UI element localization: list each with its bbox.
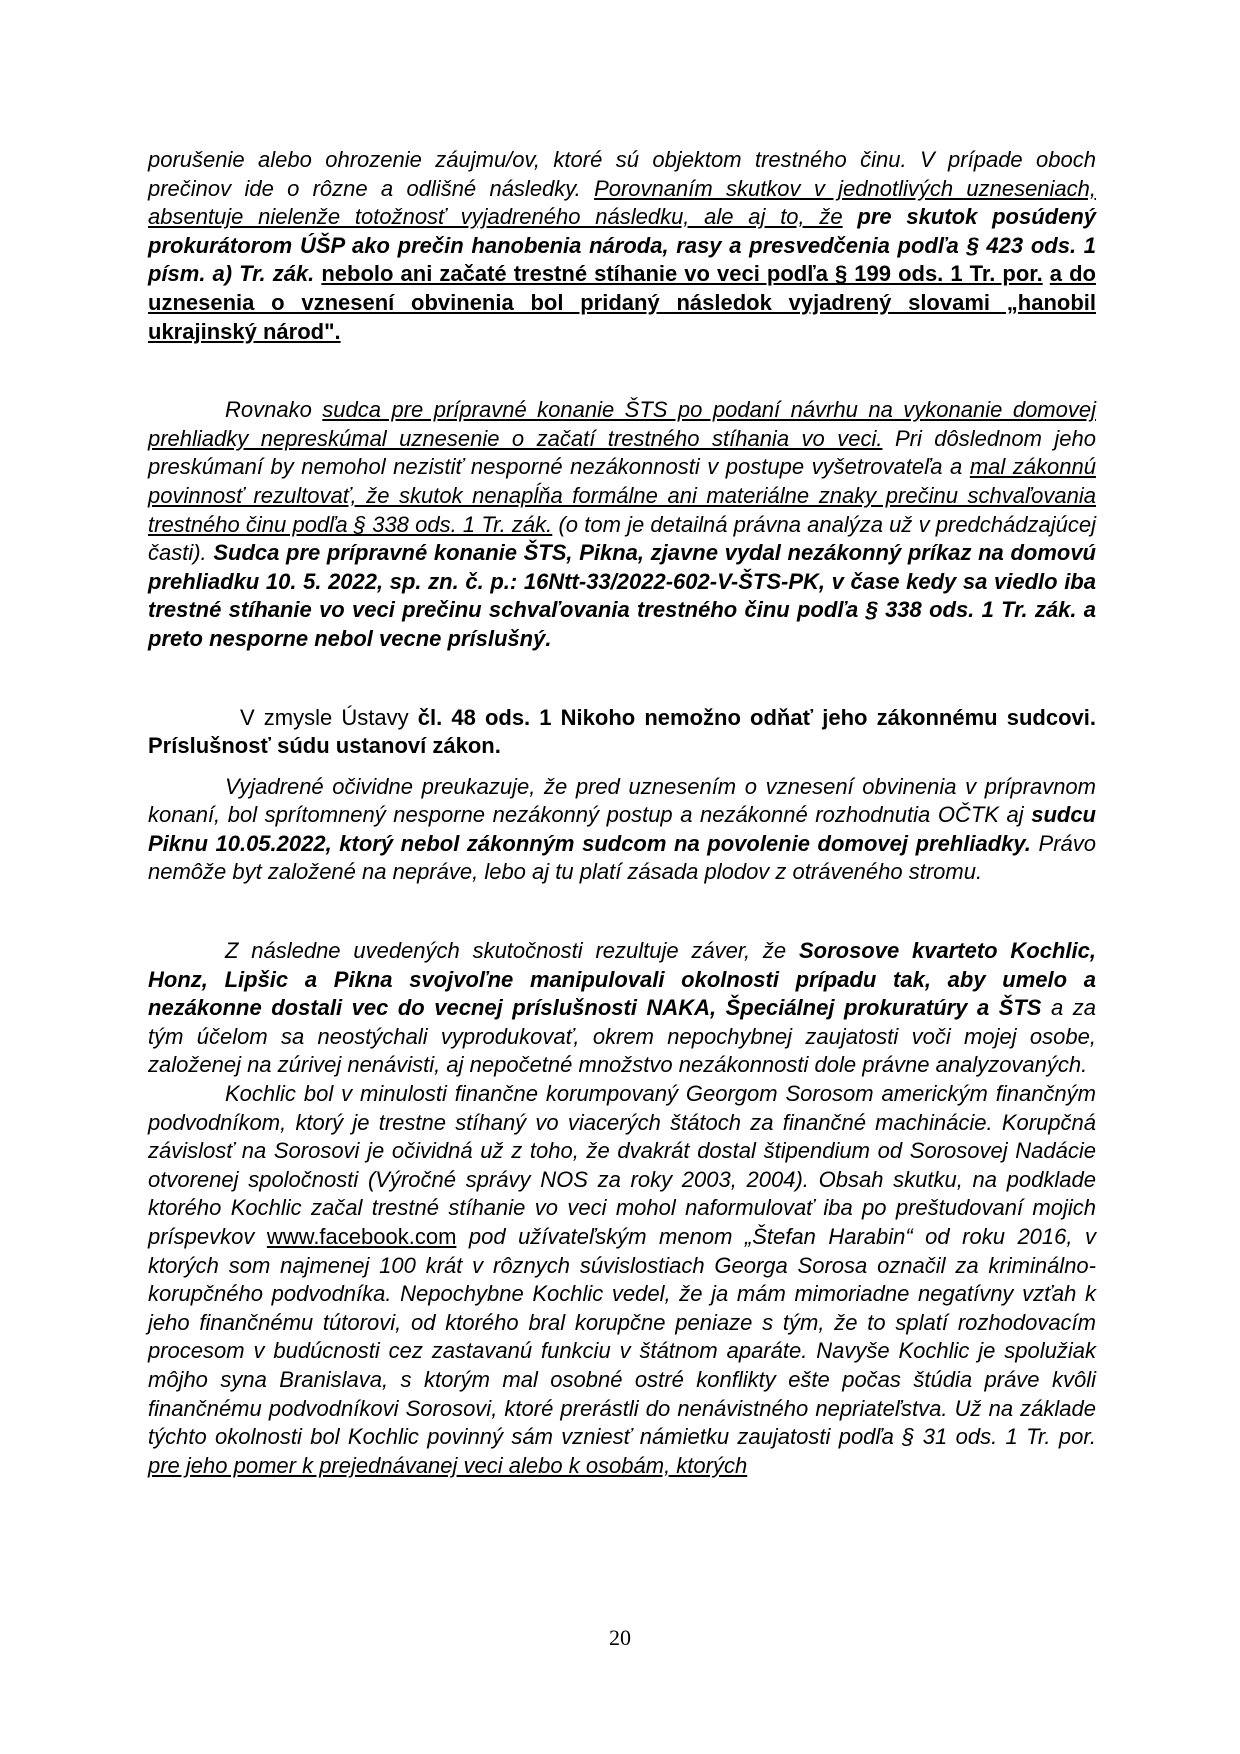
p1-underlined: Porovnaním skutkov v jednotlivých uzneseniach, absentuje nielenže totožnosť vyjadreného následku, ale aj to, že bbox=[148, 175, 1097, 230]
p5-bold: Sorosove kvarteto Kochlic, Honz, Lipšic a Pikna svojvoľne manipulovali okolnosti prípadu tak, aby umelo a nezákonne dostali vec do vecnej príslušnosti NAKA, Špeciálnej prokuratúry a ŠTS bbox=[148, 938, 1096, 1021]
p2-text-2: Pri dôslednom jeho preskúmaní by nemohol nezistiť nesporné nezákonnosti v postupe vyšetrovateľa a bbox=[148, 425, 1096, 480]
p2-underlined-1: sudca pre prípravné konanie ŠTS po podaní návrhu na vykonanie domovej prehliadky nepreskúmal uznesenie o začatí trestného stíhania vo veci. bbox=[148, 397, 1096, 451]
p1-text: porušenie alebo ohrozenie záujmu/ov, ktoré sú objektom trestného činu. V prípade oboch prečinov ide o rôzne a odlišné následky. bbox=[148, 147, 1096, 201]
p5-text-1: Z následne uvedených skutočnosti rezultuje záver, že bbox=[225, 938, 799, 964]
page-number: 20 bbox=[609, 1625, 631, 1650]
paragraph-3 bbox=[148, 704, 1096, 761]
p4-text-1: Vyjadrené očividne preukazuje, že pred uznesením o vznesení obvinenia v prípravnom konaní, bol sprítomnený nesporne nezákonný postup a nezákonné rozhodnutia OČTK aj bbox=[148, 773, 1096, 828]
p6-text-2: pod užívateľským menom „Štefan Harabin“ od roku 2016, v ktorých som najmenej 100 krát v rôznych súvislostiach Georga Sorosa označil za kriminálno-korupčného podvodníka. Nepochybne Kochlic vedel, že ja mám mimoriadne negatívny vzťah k jeho finančnému tútorovi, od ktorého bral korupčne peniaze s tým, že to splatí rozhodovacím procesom v budúcnosti cez zastavanú funkciu v štátnom aparáte. Navyše Kochlic je spolužiak môjho syna Branislava, s ktorým mal osobné ostré konflikty ešte počas štúdia práve kvôli finančnému podvodníkovi Sorosovi, ktoré prerástli do nenávistného nepriateľstva. Už na základe týchto okolnosti bol Kochlic povinný sám vzniesť námietku zaujatosti podľa § 31 ods. 1 Tr. por. bbox=[148, 1224, 1096, 1450]
p1-bold-underlined-1: nebolo ani začaté trestné stíhanie vo veci podľa § 199 ods. 1 Tr. por. bbox=[321, 261, 1043, 287]
p3-bold: čl. 48 ods. 1 Nikoho nemožno odňať jeho zákonnému sudcovi. Príslušnosť súdu ustanoví zákon. bbox=[148, 704, 1096, 759]
paragraph-2 bbox=[148, 396, 1096, 653]
paragraph-4 bbox=[148, 773, 1096, 887]
p5-text-2: a za tým účelom sa neostýchali vyprodukovať, okrem nepochybnej zaujatosti voči mojej osobe, založenej na zúrivej nenávisti, aj nepočetné množstvo nezákonnosti dole právne analyzovaných. bbox=[148, 995, 1096, 1078]
p1-bold-underlined-2: a do uznesenia o vznesení obvinenia bol pridaný následok vyjadrený slovami „hanobil ukrajinský národ". bbox=[148, 261, 1096, 344]
p1-bold: pre skutok posúdený prokurátorom ÚŠP ako prečin hanobenia národa, rasy a presvedčenia podľa § 423 ods. 1 písm. a) Tr. zák. bbox=[148, 204, 1096, 287]
p6-underlined: pre jeho pomer k prejednávanej veci alebo k osobám, ktorých bbox=[148, 1452, 748, 1478]
p6-text-1: Kochlic bol v minulosti finančne korumpovaný Georgom Sorosom americkým finančným podvodníkom, ktorý je trestne stíhaný vo viacerých štátoch za finančné machinácie. Korupčná závislosť na Sorosovi je očividná už z toho, že dvakrát dostal štipendium od Sorosovej Nadácie otvorenej spoločnosti (Výročné správy NOS za roky 2003, 2004). Obsah skutku, na podklade ktorého Kochlic začal trestné stíhanie vo veci mohol naformulovať iba po preštudovaní mojich príspevkov bbox=[148, 1081, 1096, 1249]
p3-text: V zmysle Ústavy bbox=[240, 704, 418, 730]
paragraph-1 bbox=[148, 146, 1096, 346]
p1-space-2 bbox=[1043, 261, 1050, 286]
p2-bold: Sudca pre prípravné konanie ŠTS, Pikna, zjavne vydal nezákonný príkaz na domovú prehliadku 10. 5. 2022, sp. zn. č. p.: 16Ntt-33/2022-602-V-ŠTS-PK, v čase kedy sa viedlo iba trestné stíhanie vo veci prečinu schvaľovania trestného činu podľa § 338 ods. 1 Tr. zák. a preto nesporne nebol vecne príslušný. bbox=[148, 540, 1096, 651]
p2-underlined-2: mal zákonnú povinnosť rezultovať, že skutok nenapĺňa formálne ani materiálne znaky prečinu schvaľovania trestného činu podľa § 338 ods. 1 Tr. zák. bbox=[148, 454, 1096, 537]
p2-text-3: (o tom je detailná právna analýza už v predchádzajúcej časti). bbox=[148, 511, 1096, 566]
paragraph-5 bbox=[148, 937, 1096, 1080]
p2-text-1: Rovnako bbox=[225, 397, 323, 423]
facebook-link[interactable]: www.facebook.com bbox=[266, 1224, 457, 1249]
paragraph-6 bbox=[148, 1080, 1096, 1480]
document-page bbox=[148, 146, 1096, 1480]
p4-bold: sudcu Piknu 10.05.2022, ktorý nebol zákonným sudcom na povolenie domovej prehliadky. bbox=[148, 802, 1096, 856]
p4-text-2: Právo nemôže byt založené na nepráve, lebo aj tu platí zásada plodov z otráveného stromu. bbox=[148, 830, 1096, 885]
